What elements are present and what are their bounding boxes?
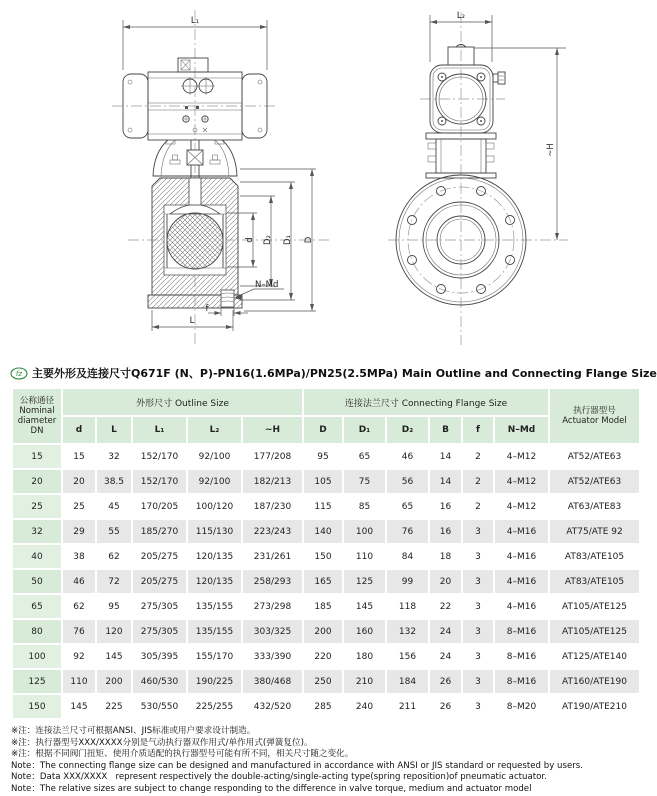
- dim-cell: 150: [303, 544, 343, 569]
- dim-cell: 231/261: [242, 544, 303, 569]
- dim-cell: 100/120: [187, 494, 242, 519]
- dim-cell: 110: [343, 544, 386, 569]
- dim-cell: 177/208: [242, 444, 303, 469]
- table-row: [12, 594, 640, 619]
- header-dbig: D: [303, 416, 343, 444]
- dn-cell: 25: [12, 494, 62, 519]
- dim-cell: 165: [303, 569, 343, 594]
- dim-cell: 115: [303, 494, 343, 519]
- dim-cell: 72: [96, 569, 132, 594]
- dim-cell: AT83/ATE105: [549, 569, 640, 594]
- dim-cell: 99: [386, 569, 429, 594]
- dim-cell: 145: [343, 594, 386, 619]
- dim-cell: 85: [343, 494, 386, 519]
- dim-cell: 155/170: [187, 644, 242, 669]
- dim-label-h: ~H: [546, 143, 556, 157]
- header-d1: D₁: [343, 416, 386, 444]
- dim-cell: 258/293: [242, 569, 303, 594]
- dim-cell: AT52/ATE63: [549, 444, 640, 469]
- dim-cell: 156: [386, 644, 429, 669]
- actuator-side: [430, 45, 505, 134]
- dim-cell: 140: [303, 519, 343, 544]
- dim-cell: 3: [462, 544, 494, 569]
- dim-cell: 92/100: [187, 469, 242, 494]
- dim-cell: 225: [96, 694, 132, 719]
- dim-cell: 38.5: [96, 469, 132, 494]
- dim-cell: 18: [429, 544, 462, 569]
- dim-cell: 145: [96, 644, 132, 669]
- dim-cell: AT105/ATE125: [549, 594, 640, 619]
- dim-cell: 3: [462, 619, 494, 644]
- dim-cell: 65: [386, 494, 429, 519]
- dim-cell: AT125/ATE140: [549, 644, 640, 669]
- dim-cell: 92/100: [187, 444, 242, 469]
- dim-cell: 432/520: [242, 694, 303, 719]
- dim-cell: 62: [62, 594, 96, 619]
- dim-cell: 95: [303, 444, 343, 469]
- dim-cell: 55: [96, 519, 132, 544]
- table-row: [12, 519, 640, 544]
- dim-cell: 24: [429, 619, 462, 644]
- dim-cell: 250: [303, 669, 343, 694]
- dim-cell: 4–M12: [494, 494, 549, 519]
- note-line: ※注：执行器型号XXX/XXXX分别是气动执行器双作用式/单作用式(弹簧复位)。: [11, 737, 313, 748]
- note-line: Note：Data XXX/XXXX represent respectively the double-acting/single-acting type(spring reposition)of pneumatic actuator.: [11, 772, 547, 783]
- dim-cell: 185: [303, 594, 343, 619]
- dim-cell: 132: [386, 619, 429, 644]
- dim-cell: 2: [462, 494, 494, 519]
- dim-cell: 145: [62, 694, 96, 719]
- table-row: [12, 669, 640, 694]
- header-d2: D₂: [386, 416, 429, 444]
- note-line: Note：The connecting flange size can be designed and manufactured in accordance with ANSI or JIS standard or requested by users.: [11, 760, 583, 771]
- dim-cell: AT75/ATE 92: [549, 519, 640, 544]
- dim-cell: 8–M16: [494, 619, 549, 644]
- dim-cell: 303/325: [242, 619, 303, 644]
- table-row: [12, 619, 640, 644]
- dim-cell: 65: [343, 444, 386, 469]
- header-flange-group: 连接法兰尺寸 Connecting Flange Size: [303, 388, 549, 416]
- section-title-row: [10, 365, 657, 381]
- dimension-h: [474, 48, 566, 240]
- sub-header-row: [12, 416, 640, 444]
- dim-label-l1: L₁: [190, 16, 200, 26]
- dim-cell: 275/305: [132, 594, 187, 619]
- dim-label-nmd: N–Md: [255, 280, 279, 290]
- dim-cell: 120/135: [187, 544, 242, 569]
- dim-cell: 15: [62, 444, 96, 469]
- dim-label-dd: D: [304, 236, 314, 244]
- dim-cell: 182/213: [242, 469, 303, 494]
- dim-cell: 125: [343, 569, 386, 594]
- dim-cell: 4–M12: [494, 444, 549, 469]
- dim-label-d2: D₂: [263, 235, 273, 245]
- solenoid-fitting: [178, 58, 208, 72]
- table-row: [12, 644, 640, 669]
- header-l1: L₁: [132, 416, 187, 444]
- table-row: [12, 469, 640, 494]
- header-l: L: [96, 416, 132, 444]
- dim-cell: 26: [429, 669, 462, 694]
- header-b: B: [429, 416, 462, 444]
- dim-cell: 185/270: [132, 519, 187, 544]
- dim-cell: 32: [96, 444, 132, 469]
- stem-section: [189, 178, 201, 205]
- header-dn-en1: Nominal: [19, 405, 55, 416]
- dim-cell: 8–M16: [494, 669, 549, 694]
- dim-cell: 100: [343, 519, 386, 544]
- dim-cell: 180: [343, 644, 386, 669]
- valve-body-front: [148, 178, 242, 308]
- dim-cell: 333/390: [242, 644, 303, 669]
- dim-cell: 4–M16: [494, 569, 549, 594]
- dim-cell: 22: [429, 594, 462, 619]
- dim-cell: 75: [343, 469, 386, 494]
- dim-cell: 305/395: [132, 644, 187, 669]
- table-row: [12, 494, 640, 519]
- dim-cell: 205/275: [132, 569, 187, 594]
- dn-cell: 150: [12, 694, 62, 719]
- note-line: ※注：根据不同阀门扭矩、使用介质适配的执行器型号可能有所不同，相关尺寸随之变化。: [11, 749, 354, 760]
- dim-cell: 45: [96, 494, 132, 519]
- table-row: [12, 569, 640, 594]
- dim-cell: 460/530: [132, 669, 187, 694]
- dim-cell: 20: [62, 469, 96, 494]
- header-outline-group: 外形尺寸 Outline Size: [62, 388, 303, 416]
- dim-cell: AT52/ATE63: [549, 469, 640, 494]
- dn-cell: 80: [12, 619, 62, 644]
- dim-cell: 25: [62, 494, 96, 519]
- dim-cell: 275/305: [132, 619, 187, 644]
- dim-cell: AT63/ATE83: [549, 494, 640, 519]
- dim-label-f: f: [205, 304, 209, 314]
- dim-cell: 200: [303, 619, 343, 644]
- dim-cell: 46: [386, 444, 429, 469]
- dim-cell: 110: [62, 669, 96, 694]
- dim-label-d1: D₁: [283, 235, 293, 245]
- dim-cell: 152/170: [132, 444, 187, 469]
- dim-cell: 184: [386, 669, 429, 694]
- dn-cell: 100: [12, 644, 62, 669]
- dim-cell: 62: [96, 544, 132, 569]
- dim-cell: 56: [386, 469, 429, 494]
- dim-cell: 3: [462, 669, 494, 694]
- dim-cell: 95: [96, 594, 132, 619]
- dn-cell: 20: [12, 469, 62, 494]
- dim-cell: 223/243: [242, 519, 303, 544]
- footnotes: [11, 726, 650, 796]
- dn-cell: 125: [12, 669, 62, 694]
- dim-cell: 210: [343, 669, 386, 694]
- header-dn-en3: DN: [30, 426, 44, 437]
- dim-cell: 8–M16: [494, 644, 549, 669]
- dimension-table: [11, 387, 641, 720]
- dim-cell: 380/468: [242, 669, 303, 694]
- header-actuator-en: Actuator Model: [562, 416, 627, 426]
- table-row: [12, 444, 640, 469]
- dim-cell: 16: [429, 494, 462, 519]
- dim-cell: 4–M12: [494, 469, 549, 494]
- dim-cell: 3: [462, 644, 494, 669]
- dim-cell: 160: [343, 619, 386, 644]
- dim-cell: 225/255: [187, 694, 242, 719]
- header-actuator: [549, 388, 640, 444]
- note-line: ※注：连接法兰尺寸可根据ANSI、JIS标准或用户要求设计制造。: [11, 726, 256, 736]
- dim-cell: 105: [303, 469, 343, 494]
- dim-cell: 46: [62, 569, 96, 594]
- dim-cell: 118: [386, 594, 429, 619]
- dim-cell: 135/155: [187, 594, 242, 619]
- dim-label-d: d: [245, 237, 255, 243]
- dim-cell: 220: [303, 644, 343, 669]
- dn-cell: 15: [12, 444, 62, 469]
- dim-cell: 285: [303, 694, 343, 719]
- flange-bolt-hole: [221, 290, 234, 307]
- header-d: d: [62, 416, 96, 444]
- header-dn: [12, 388, 62, 444]
- dim-cell: 3: [462, 519, 494, 544]
- dim-cell: 4–M16: [494, 544, 549, 569]
- dim-cell: 4–M16: [494, 594, 549, 619]
- dim-cell: 29: [62, 519, 96, 544]
- dim-cell: 38: [62, 544, 96, 569]
- dim-cell: 115/130: [187, 519, 242, 544]
- dim-cell: 273/298: [242, 594, 303, 619]
- dim-cell: AT190/ATE210: [549, 694, 640, 719]
- dim-cell: 530/550: [132, 694, 187, 719]
- header-l2: L₂: [187, 416, 242, 444]
- dim-cell: 14: [429, 444, 462, 469]
- side-view: [388, 11, 568, 345]
- dim-cell: 3: [462, 594, 494, 619]
- dim-cell: 170/205: [132, 494, 187, 519]
- dim-cell: 205/275: [132, 544, 187, 569]
- dim-cell: 92: [62, 644, 96, 669]
- header-actuator-zh: 执行器型号: [573, 405, 616, 416]
- ball-section: [167, 213, 223, 269]
- dim-cell: 120: [96, 619, 132, 644]
- dn-cell: 40: [12, 544, 62, 569]
- table-row: [12, 694, 640, 719]
- dimension-nmd: [234, 280, 284, 300]
- dim-cell: 20: [429, 569, 462, 594]
- dim-cell: 2: [462, 469, 494, 494]
- header-h: ~H: [242, 416, 303, 444]
- page-title: 主要外形及连接尺寸Q671F (N、P)-PN16(1.6MPa)/PN25(2.5MPa) Main Outline and Connecting Flange Size: [32, 367, 657, 380]
- dim-cell: 3: [462, 569, 494, 594]
- dim-cell: 14: [429, 469, 462, 494]
- dim-cell: 135/155: [187, 619, 242, 644]
- dim-cell: 152/170: [132, 469, 187, 494]
- dim-cell: 76: [386, 519, 429, 544]
- dim-cell: 200: [96, 669, 132, 694]
- dim-label-l: L: [189, 316, 195, 326]
- dim-cell: 3: [462, 694, 494, 719]
- header-dn-en2: diameter: [17, 416, 57, 426]
- dim-cell: AT160/ATE190: [549, 669, 640, 694]
- dim-cell: AT105/ATE125: [549, 619, 640, 644]
- dn-cell: 65: [12, 594, 62, 619]
- valve-technical-drawing: [0, 0, 650, 362]
- dim-cell: 24: [429, 644, 462, 669]
- dn-cell: 50: [12, 569, 62, 594]
- dimension-table-body: [12, 444, 640, 719]
- dn-cell: 32: [12, 519, 62, 544]
- dim-cell: 26: [429, 694, 462, 719]
- note-line: Note：The relative sizes are subject to change responding to the difference in valve torque, medium and actuator model: [11, 783, 532, 794]
- svg-text:fz: fz: [15, 369, 23, 378]
- header-f: f: [462, 416, 494, 444]
- header-nmd: N–Md: [494, 416, 549, 444]
- dim-cell: 4–M16: [494, 519, 549, 544]
- dim-cell: 187/230: [242, 494, 303, 519]
- dim-cell: 76: [62, 619, 96, 644]
- dim-cell: 8–M20: [494, 694, 549, 719]
- brand-logo-icon: [10, 367, 28, 380]
- front-view: [112, 10, 332, 345]
- dim-cell: 84: [386, 544, 429, 569]
- dim-cell: 211: [386, 694, 429, 719]
- dim-label-l2: L₂: [456, 11, 466, 21]
- dim-cell: 190/225: [187, 669, 242, 694]
- dim-cell: 2: [462, 444, 494, 469]
- dim-cell: AT83/ATE105: [549, 544, 640, 569]
- dim-cell: 120/135: [187, 569, 242, 594]
- dim-cell: 240: [343, 694, 386, 719]
- valve-drawing-svg: [0, 0, 650, 362]
- header-dn-zh: 公称通径: [19, 395, 54, 406]
- table-row: [12, 544, 640, 569]
- dim-cell: 16: [429, 519, 462, 544]
